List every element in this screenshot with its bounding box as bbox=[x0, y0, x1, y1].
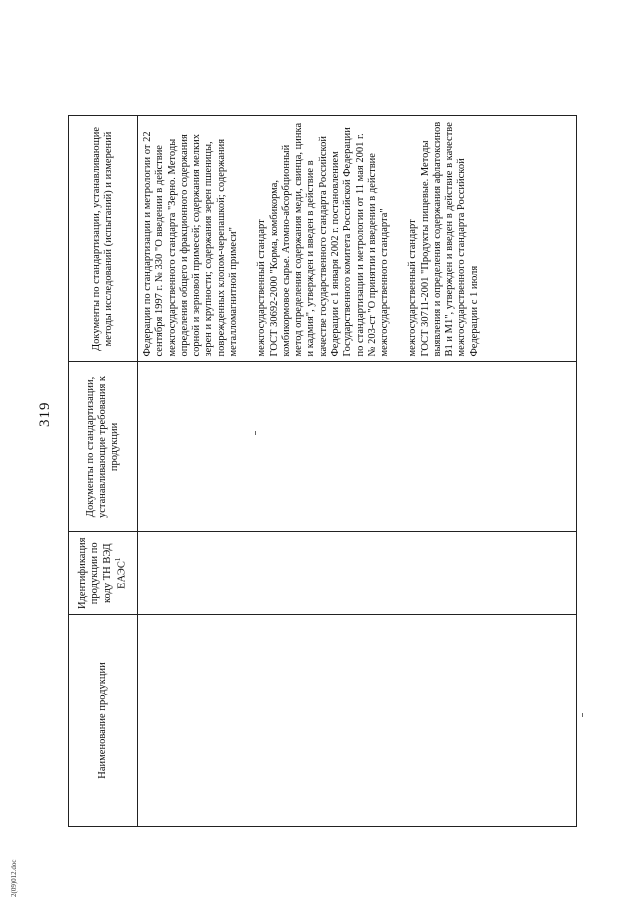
cell-requirements-docs bbox=[138, 362, 577, 532]
methods-entry bbox=[142, 121, 240, 356]
methods-entry bbox=[256, 121, 391, 356]
cell-product-name bbox=[138, 615, 577, 827]
file-label: 2(09)012.doc bbox=[10, 859, 18, 897]
page-number: 319 bbox=[37, 401, 53, 427]
footnote-marker: 1 bbox=[114, 557, 123, 562]
header-product-name: Наименование продукции bbox=[69, 615, 138, 827]
entry-text: ГОСТ 30692-2000 "Корма, комбикорма, комбикормовое сырье. Атомно-абсорбционный метод определения содержания меди, свинца, цинка и кадмия", утвержден и введен в действие в качестве государственного стандарта Российской Федерации с 1 января 2002 г. постановлением Государственного комитета Российской Федерации по стандартизации и метрологии от 11 мая 2001 г. № 203-ст "О принятии и введении в действие межгосударственного стандарта" bbox=[268, 122, 391, 357]
entry-text: ГОСТ 30711-2001 "Продукты пищевые. Методы выявления и определения содержания афлатоксинов B1 и M1", утвержден и введен в действие в качестве межгосударственного стандарта Российской Федерации с 1 июля bbox=[419, 121, 480, 357]
scan-speck bbox=[582, 713, 583, 717]
entry-type: межгосударственный стандарт bbox=[256, 219, 268, 357]
table-row bbox=[138, 116, 577, 827]
entry-text: Федерации по стандартизации и метрологии от 22 сентября 1997 г. № 330 "О введении в действие межгосударственного стандарта "Зерно. Методы определения общего и фракционного содержания сорной и зерновой примесей; содержания мелких зерен и крупности; содержания зерен пшеницы, поврежденных клопом-черепашкой; содержания металломагнитной примеси" bbox=[142, 131, 239, 357]
methods-entry bbox=[407, 121, 481, 356]
entry-type: межгосударственный стандарт bbox=[407, 219, 419, 357]
regulation-table bbox=[68, 115, 577, 827]
table-header-row bbox=[69, 116, 138, 827]
header-requirements-docs: Документы по стандартизации, устанавливающие требования к продукции bbox=[69, 362, 138, 532]
header-identification: Идентификация продукции по коду ТН ВЭД ЕАЭС$^1$ bbox=[69, 532, 138, 615]
scan-speck bbox=[255, 431, 256, 435]
cell-identification bbox=[138, 532, 577, 615]
header-methods-docs: Документы по стандартизации, устанавливающие методы исследований (испытаний) и измерений bbox=[69, 116, 138, 362]
cell-methods-docs bbox=[138, 116, 577, 362]
